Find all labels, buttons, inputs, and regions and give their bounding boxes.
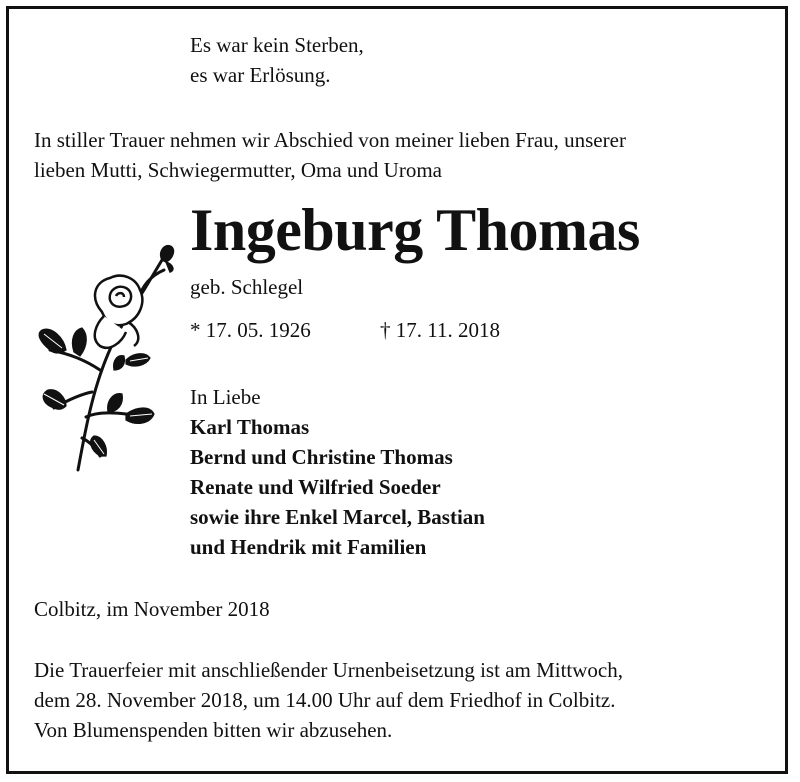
intro-line-2: lieben Mutti, Schwiegermutter, Oma und Uroma: [34, 158, 442, 182]
notice-line-3: Von Blumenspenden bitten wir abzusehen.: [34, 718, 393, 742]
mourner-line: Bernd und Christine Thomas: [190, 445, 453, 469]
notice-line-1: Die Trauerfeier mit anschließender Urnenbeisetzung ist am Mittwoch,: [34, 658, 624, 682]
quote-line-1: Es war kein Sterben,: [190, 33, 364, 57]
death-date: † 17. 11. 2018: [380, 318, 500, 342]
deceased-name: Ingeburg Thomas: [190, 197, 640, 263]
birth-name: geb. Schlegel: [190, 275, 304, 299]
quote: [190, 30, 364, 90]
life-dates: [190, 318, 500, 343]
intro-text: [34, 125, 626, 185]
place-date: Colbitz, im November 2018: [34, 597, 270, 621]
mourner-line: Renate und Wilfried Soeder: [190, 475, 441, 499]
rose-icon: [30, 242, 180, 474]
mourners: [190, 382, 485, 562]
funeral-notice: [34, 655, 623, 745]
mourner-line: Karl Thomas: [190, 415, 310, 439]
intro-line-1: In stiller Trauer nehmen wir Abschied von meiner lieben Frau, unserer: [34, 128, 626, 152]
mourner-line: und Hendrik mit Familien: [190, 535, 427, 559]
birth-date: * 17. 05. 1926: [190, 318, 311, 342]
notice-line-2: dem 28. November 2018, um 14.00 Uhr auf dem Friedhof in Colbitz.: [34, 688, 616, 712]
mourners-lead: In Liebe: [190, 385, 261, 409]
quote-line-2: es war Erlösung.: [190, 63, 331, 87]
mourner-line: sowie ihre Enkel Marcel, Bastian: [190, 505, 485, 529]
